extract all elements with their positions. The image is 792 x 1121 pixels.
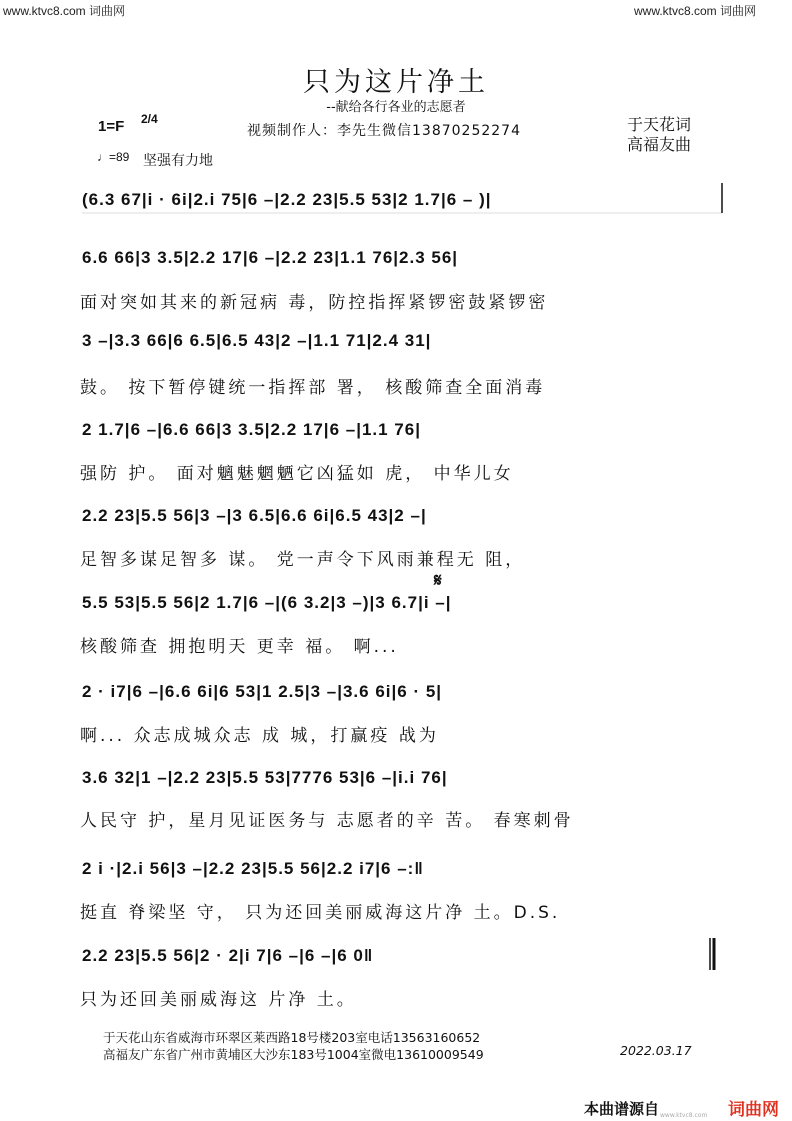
- lyrics-line-2: 面对突如其来的新冠病 毒，防控指挥紧锣密鼓紧锣密: [80, 293, 549, 313]
- song-subtitle: --献给各行各业的志愿者: [326, 100, 466, 115]
- notation-line-10: 2.2 23|5.5 56|2 · 2|i 7|6 –|6 –|6 0‖: [82, 946, 374, 965]
- song-title: 只为这片净土: [303, 67, 489, 98]
- notation-line-6: 5.5 53|5.5 56|2 1.7|6 –|(6 3.2|3 –)|3 6.7|i –|: [82, 593, 452, 612]
- composer-credit: 高福友曲: [627, 135, 692, 154]
- logo-url: www.ktvc8.com: [660, 1112, 708, 1119]
- lyrics-line-9: 挺直 脊梁坚 守， 只为还回美丽威海这片净 土。D.S.: [80, 903, 561, 923]
- tempo-marking: ♩=89: [97, 150, 130, 164]
- notation-line-4: 2 1.7|6 –|6.6 66|3 3.5|2.2 17|6 –|1.1 76|: [82, 420, 421, 439]
- notation-line-5: 2.2 23|5.5 56|3 –|3 6.5|6.6 6i|6.5 43|2 –|: [82, 506, 427, 525]
- time-signature: 2/4: [141, 112, 158, 126]
- lyricist-contact: 于天花山东省威海市环翠区莱西路18号楼203室电话13563160652: [103, 1030, 481, 1045]
- video-producer: 视频制作人：李先生微信13870252274: [247, 123, 521, 139]
- lyrics-line-6: 核酸筛查 拥抱明天 更幸 福。 啊...: [80, 637, 399, 657]
- notation-line-8: 3.6 32|1 –|2.2 23|5.5 53|7776 53|6 –|i.i 76|: [82, 768, 448, 787]
- key-signature: 1=F: [98, 118, 125, 135]
- site-watermark-right: www.ktvc8.com 词曲网: [634, 4, 757, 18]
- notation-line-9: 2 i ·|2.i 56|3 –|2.2 23|5.5 56|2.2 i7|6 –:‖: [82, 859, 424, 878]
- expression-marking: 坚强有力地: [143, 153, 213, 169]
- lyricist-credit: 于天花词: [627, 115, 692, 134]
- notation-line-7: 2 · i7|6 –|6.6 6i|6 53|1 2.5|3 –|3.6 6i|6 · 5|: [82, 682, 443, 701]
- lyrics-line-10: 只为还回美丽威海这 片净 土。: [80, 990, 357, 1010]
- site-logo[interactable]: 词曲网: [728, 1100, 779, 1120]
- site-watermark-left: www.ktvc8.com 词曲网: [3, 4, 126, 18]
- segno-sign: 𝄋: [434, 570, 442, 591]
- notation-line-2: 6.6 66|3 3.5|2.2 17|6 –|2.2 23|1.1 76|2.3 56|: [82, 248, 459, 267]
- credits: [627, 115, 691, 155]
- composition-date: 2022.03.17: [620, 1043, 692, 1058]
- lyrics-line-3: 鼓。 按下暂停键统一指挥部 署， 核酸筛查全面消毒: [80, 378, 546, 398]
- lyrics-line-5: 足智多谋足智多 谋。 党一声令下风雨兼程无 阻，: [80, 550, 526, 570]
- notation-line-3: 3 –|3.3 66|6 6.5|6.5 43|2 –|1.1 71|2.4 31|: [82, 331, 432, 350]
- lyrics-line-7: 啊... 众志成城众志 成 城，打赢疫 战为: [80, 726, 439, 746]
- lyrics-line-4: 强防 护。 面对魑魅魍魉它凶猛如 虎， 中华儿女: [80, 464, 514, 484]
- lyrics-line-8: 人民守 护，星月见证医务与 志愿者的辛 苦。 春寒刺骨: [80, 811, 574, 831]
- notation-line-1: (6.3 67|i · 6i|2.i 75|6 –|2.2 23|5.5 53|2 1.7|6 – )|: [82, 190, 492, 209]
- source-label: 本曲谱源自: [584, 1100, 660, 1118]
- composer-contact: 高福友广东省广州市黄埔区大沙东183号1004室微电13610009549: [103, 1047, 484, 1062]
